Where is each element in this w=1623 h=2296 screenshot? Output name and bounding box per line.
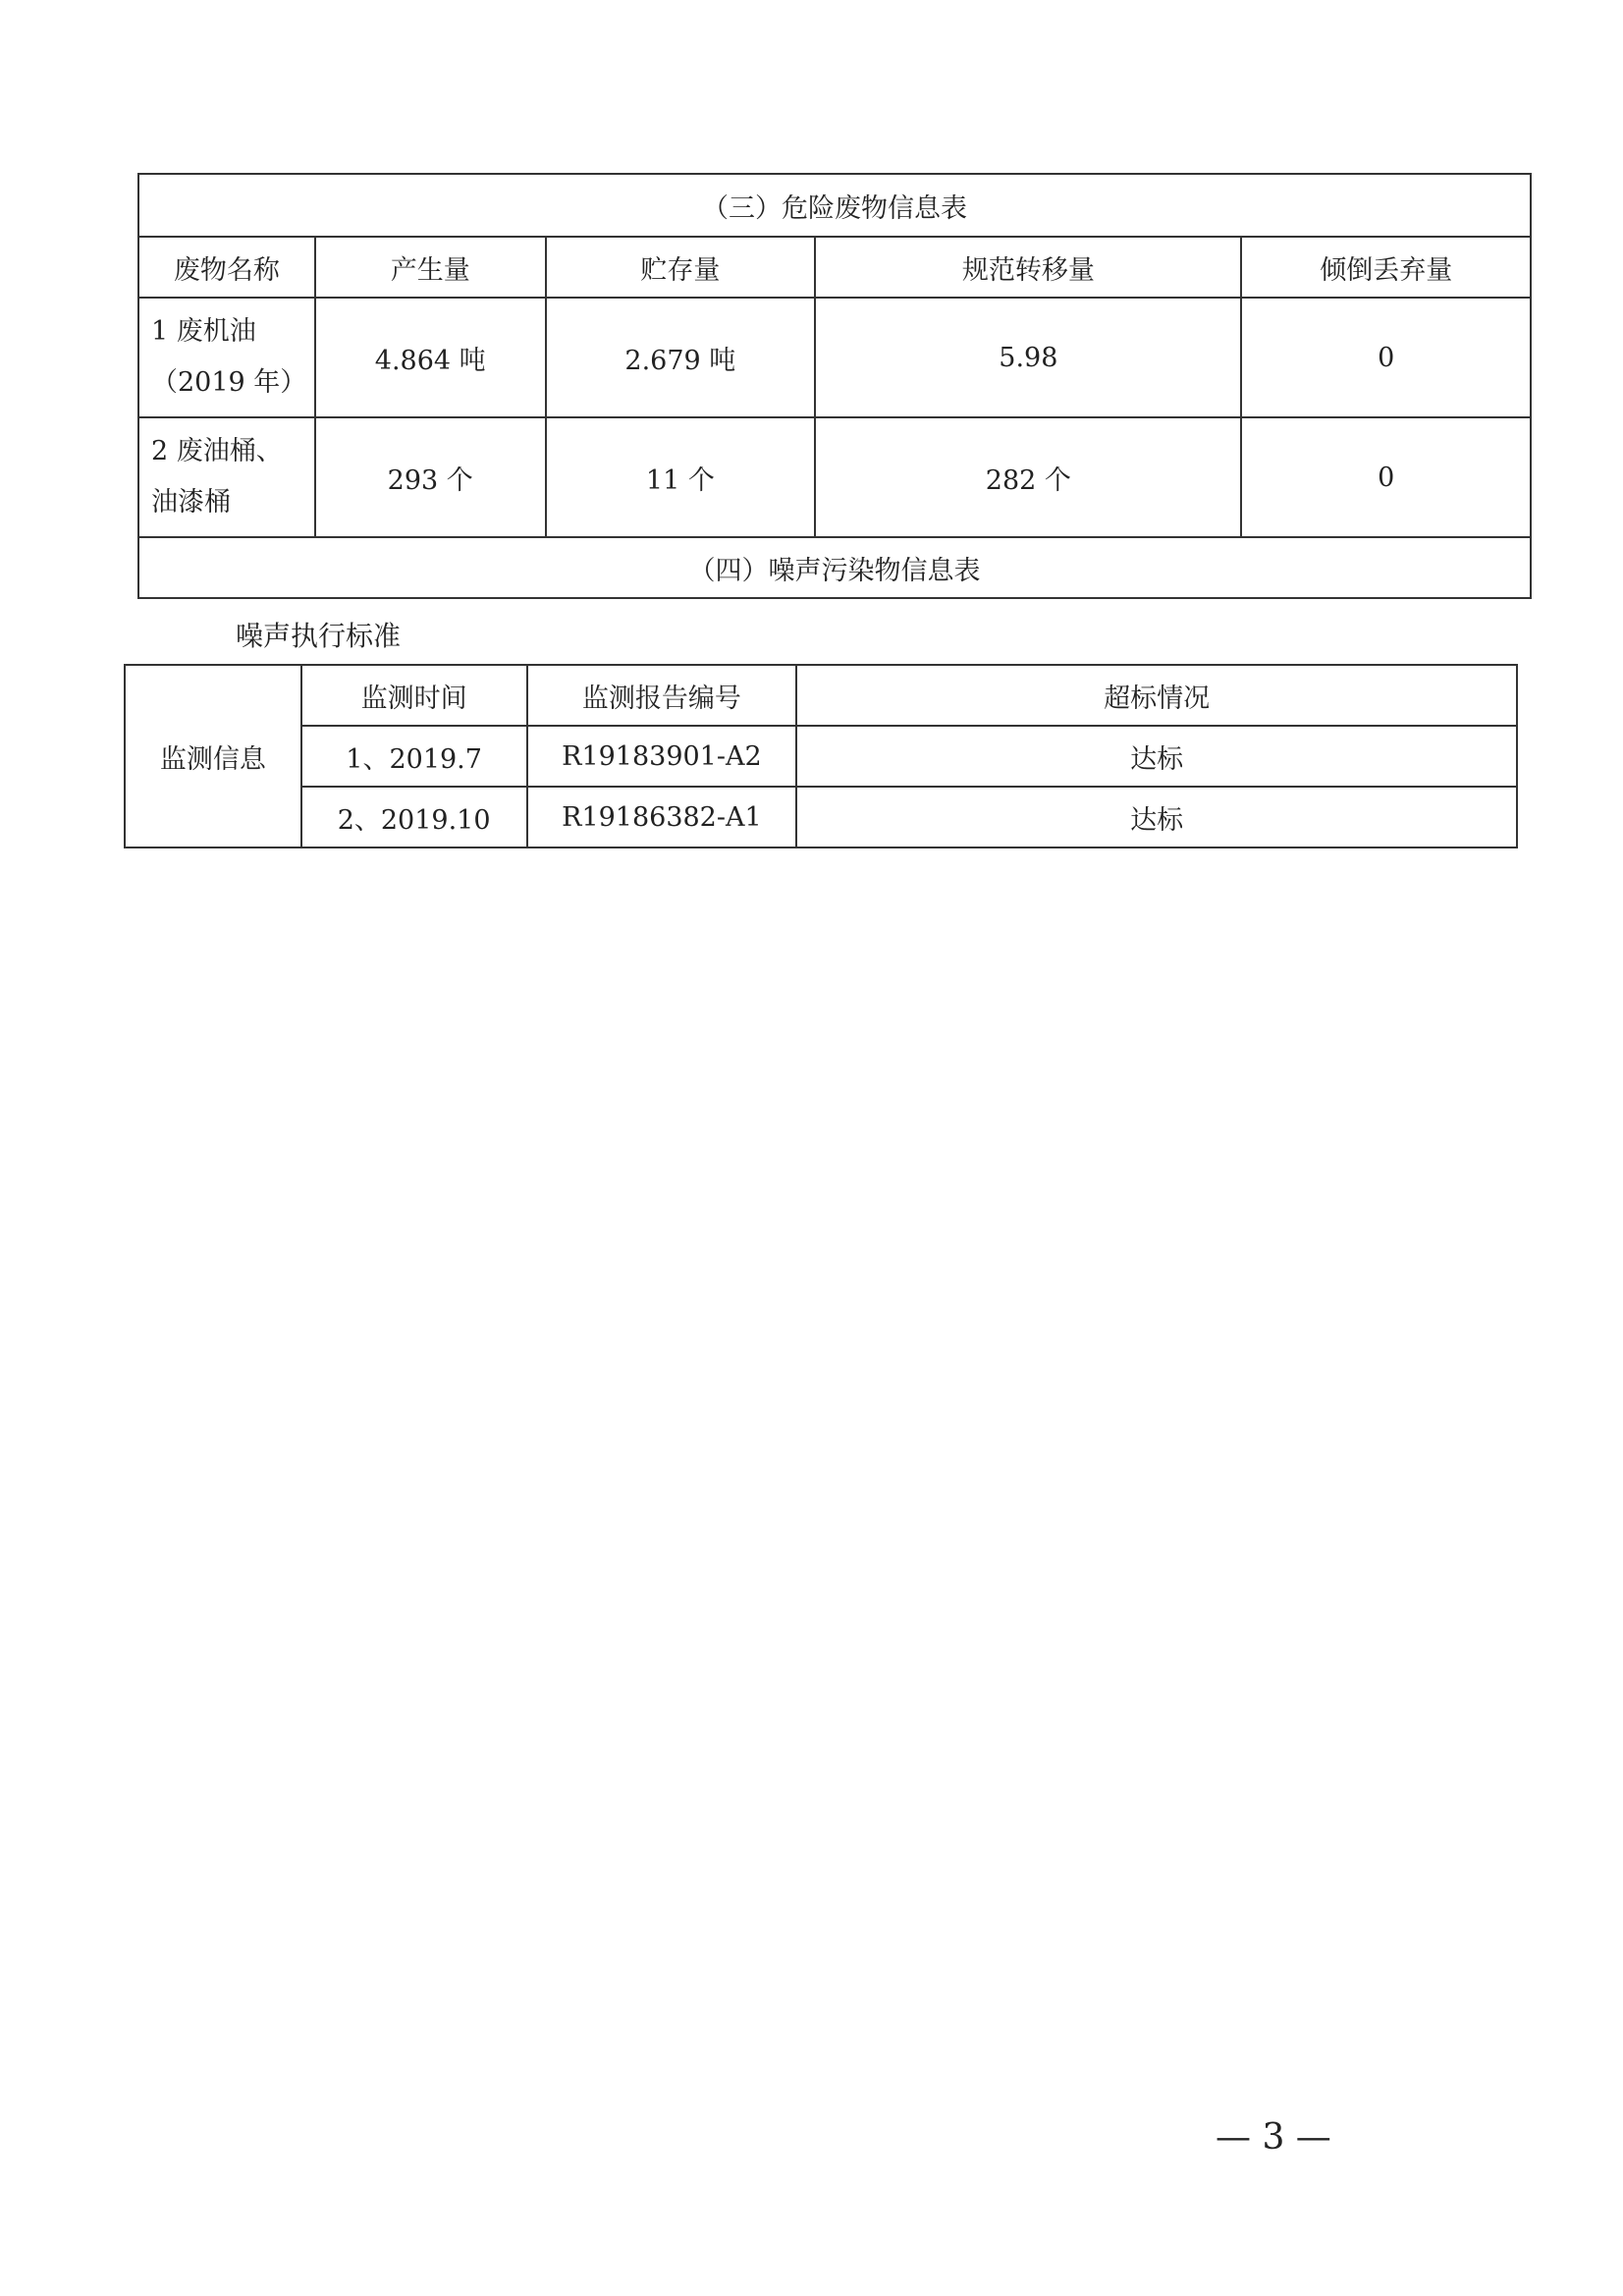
noise-standard-label: 噪声执行标准 (236, 620, 402, 652)
header-report-number: 监测报告编号 (527, 665, 797, 726)
table-row (125, 726, 1517, 787)
monitor-time-cell: 2、2019.10 (301, 787, 527, 847)
exceed-status-cell: 达标 (796, 726, 1517, 787)
header-stored: 贮存量 (546, 237, 816, 298)
header-transferred: 规范转移量 (815, 237, 1241, 298)
noise-title: （四）噪声污染物信息表 (138, 537, 1531, 598)
header-waste-name: 废物名称 (138, 237, 315, 298)
produced-cell: 4.864 吨 (315, 298, 546, 417)
transferred-cell: 5.98 (815, 298, 1241, 417)
waste-name-line1: 1 废机油 (151, 316, 256, 347)
report-number-cell: R19186382-A1 (527, 787, 797, 847)
header-dumped: 倾倒丢弃量 (1241, 237, 1531, 298)
exceed-status-cell: 达标 (796, 787, 1517, 847)
table-row (138, 417, 1531, 537)
hazardous-waste-title: （三）危险废物信息表 (138, 174, 1531, 237)
waste-name-line1: 2 废油桶、 (151, 436, 283, 466)
header-exceed-status: 超标情况 (796, 665, 1517, 726)
waste-name-line2: （2019 年） (151, 367, 307, 398)
waste-name-line2: 油漆桶 (151, 487, 231, 518)
page-number: — 3 — (1216, 2117, 1331, 2158)
produced-cell: 293 个 (315, 417, 546, 537)
stored-cell: 11 个 (546, 417, 816, 537)
header-monitor-time: 监测时间 (301, 665, 527, 726)
report-number-cell: R19183901-A2 (527, 726, 797, 787)
monitor-info-label: 监测信息 (125, 665, 301, 847)
monitor-time-cell: 1、2019.7 (301, 726, 527, 787)
noise-monitoring-table (124, 664, 1518, 848)
dumped-cell: 0 (1241, 298, 1531, 417)
stored-cell: 2.679 吨 (546, 298, 816, 417)
dumped-cell: 0 (1241, 417, 1531, 537)
transferred-cell: 282 个 (815, 417, 1241, 537)
waste-name-cell (138, 417, 315, 537)
table-row (138, 298, 1531, 417)
header-produced: 产生量 (315, 237, 546, 298)
table-row (125, 787, 1517, 847)
hazardous-waste-table (137, 173, 1532, 599)
waste-name-cell (138, 298, 315, 417)
